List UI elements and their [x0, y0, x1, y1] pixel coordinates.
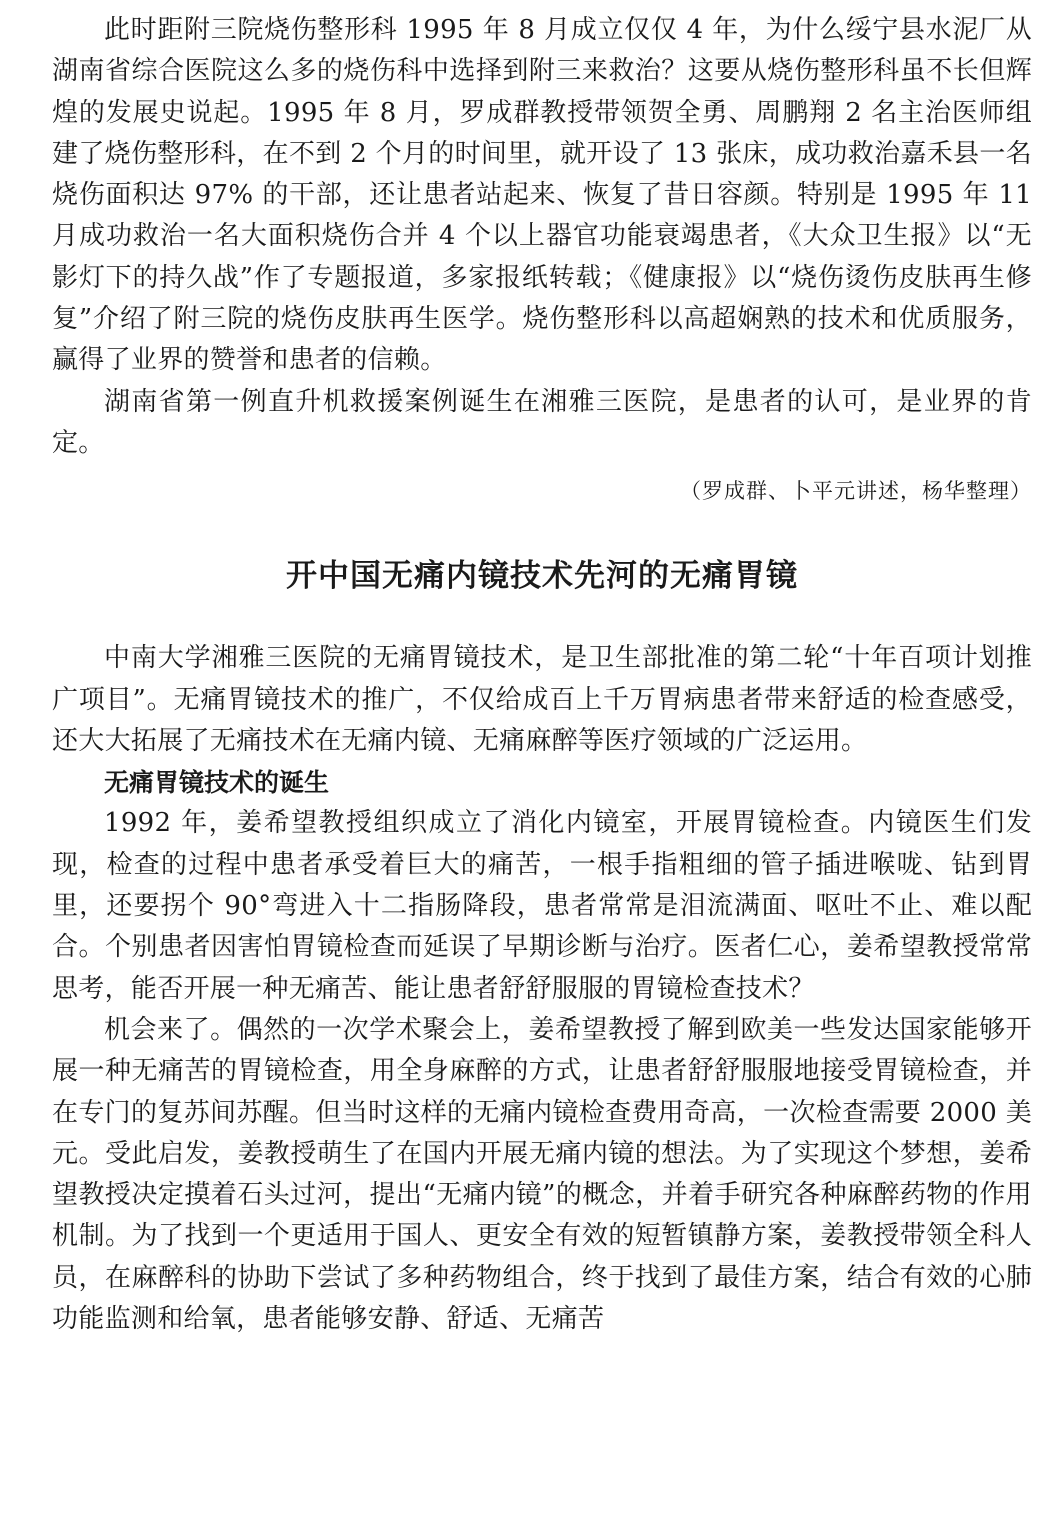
- document-page: [52, 10, 1032, 1340]
- body-paragraph: 此时距附三院烧伤整形科 1995 年 8 月成立仅仅 4 年，为什么绥宁县水泥厂从湖南省综合医院这么多的烧伤科中选择到附三来救治？这要从烧伤整形科虽不长但辉煌的发展史说起。1995 年 8 月，罗成群教授带领贺全勇、周鹏翔 2 名主治医师组建了烧伤整形科，在不到 2 个月的时间里，就开设了 13 张床，成功救治嘉禾县一名烧伤面积达 97% 的干部，还让患者站起来、恢复了昔日容颜。特别是 1995 年 11 月成功救治一名大面积烧伤合并 4 个以上器官功能衰竭患者，《大众卫生报》以“无影灯下的持久战”作了专题报道，多家报纸转载；《健康报》以“烧伤烫伤皮肤再生修复”介绍了附三院的烧伤皮肤再生医学。烧伤整形科以高超娴熟的技术和优质服务，赢得了业界的赞誉和患者的信赖。: [52, 15, 1032, 376]
- sub-heading: 无痛胃镜技术的诞生: [104, 768, 330, 798]
- section-title: 开中国无痛内镜技术先河的无痛胃镜: [286, 558, 798, 595]
- body-paragraph: 湖南省第一例直升机救援案例诞生在湘雅三医院，是患者的认可，是业界的肯定。: [52, 386, 1032, 458]
- spacer: [52, 596, 1032, 638]
- body-paragraph: 机会来了。偶然的一次学术聚会上，姜希望教授了解到欧美一些发达国家能够开展一种无痛苦的胃镜检查，用全身麻醉的方式，让患者舒舒服服地接受胃镜检查，并在专门的复苏间苏醒。但当时这样的无痛内镜检查费用奇高，一次检查需要 2000 美元。受此启发，姜教授萌生了在国内开展无痛内镜的想法。为了实现这个梦想，姜希望教授决定摸着石头过河，提出“无痛内镜”的概念，并着手研究各种麻醉药物的作用机制。为了找到一个更适用于国人、更安全有效的短暂镇静方案，姜教授带领全科人员，在麻醉科的协助下尝试了多种药物组合，终于找到了最佳方案，结合有效的心肺功能监测和给氧，患者能够安静、舒适、无痛苦: [52, 1014, 1032, 1335]
- intro-paragraph: 中南大学湘雅三医院的无痛胃镜技术，是卫生部批准的第二轮“十年百项计划推广项目”。无痛胃镜技术的推广，不仅给成百上千万胃病患者带来舒适的检查感受，还大大拓展了无痛技术在无痛内镜、无痛麻醉等医疗领域的广泛运用。: [52, 643, 1032, 756]
- body-paragraph: 1992 年，姜希望教授组织成立了消化内镜室，开展胃镜检查。内镜医生们发现，检查的过程中患者承受着巨大的痛苦，一根手指粗细的管子插进喉咙、钻到胃里，还要拐个 90°弯进入十二指肠降段，患者常常是泪流满面、呕吐不止、难以配合。个别患者因害怕胃镜检查而延误了早期诊断与治疗。医者仁心，姜希望教授常常思考，能否开展一种无痛苦、能让患者舒舒服服的胃镜检查技术？: [52, 808, 1032, 1004]
- attribution: （罗成群、卜平元讲述，杨华整理）: [680, 479, 1032, 504]
